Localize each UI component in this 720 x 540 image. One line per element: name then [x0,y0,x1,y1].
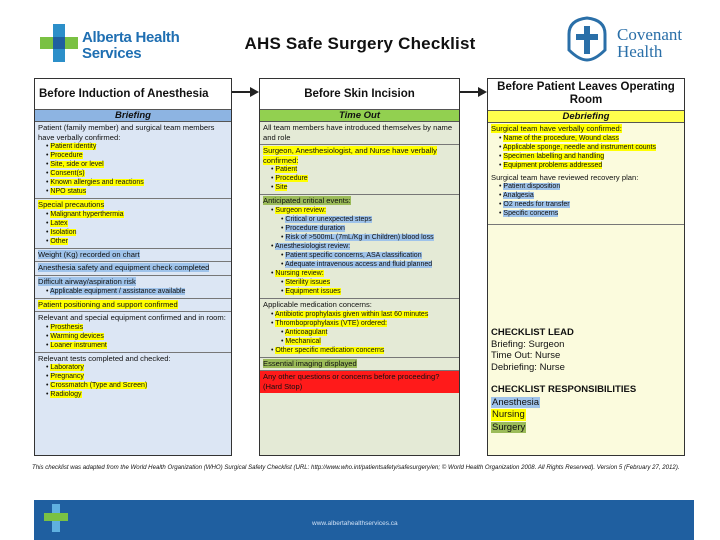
column-title: Before Induction of Anesthesia [35,79,231,110]
phase-band-debriefing: Debriefing [488,111,684,123]
section-imaging: Essential imaging displayed [260,358,459,372]
page-title: AHS Safe Surgery Checklist [244,34,476,53]
section-patient-confirmation: Patient (family member) and surgical team members have verbally confirmed: • Patient identity • Procedure • Site, side or level • Consent(s) • Known allergies and reactions • NPO status [35,122,231,199]
section-positioning: Patient positioning and support confirmed [35,299,231,313]
arrow-right-icon [232,86,259,98]
column-title: Before Patient Leaves Operating Room [488,79,684,111]
section-critical-events: Anticipated critical events: • Surgeon review: • Critical or unexpected steps • Procedure duration • Risk of >500mL (7mL/Kg in Children) blood loss • Anesthesiologist review: • Patient specific concerns, ASA classification • Adequate intravenous access and fluid planned • Nursing review: • Sterility issues • Equipment issues [260,195,459,299]
phase-band-briefing: Briefing [35,110,231,122]
lead-briefing: Briefing: Surgeon [491,338,565,350]
section-introductions: All team members have introduced themselves by name and role [260,122,459,145]
section-weight: Weight (Kg) recorded on chart [35,249,231,263]
column-title: Before Skin Incision [260,79,459,110]
ahs-wordmark: Alberta Health Services [82,29,180,62]
legend-nursing: Nursing [492,409,525,420]
lead-time-out: Time Out: Nurse [491,350,561,361]
checklist-lead-block [491,327,681,433]
legend-anesthesia: Anesthesia [492,396,540,408]
column-before-induction [34,78,232,456]
section-verbal-confirmation: Surgeon, Anesthesiologist, and Nurse have verbally confirmed: • Patient • Procedure • Site [260,145,459,195]
covenant-wordmark: Covenant Health [617,25,683,61]
section-difficult-airway: Difficult airway/aspiration risk • Applicable equipment / assistance available [35,276,231,299]
section-anesthesia-check: Anesthesia safety and equipment check completed [35,262,231,276]
column-before-skin-incision [259,78,460,456]
responsibilities-heading: CHECKLIST RESPONSIBILITIES [491,384,637,395]
section-equipment: Relevant and special equipment confirmed and in room: • Prosthesis • Warming devices • Loaner instrument [35,312,231,353]
section-team-confirmation: Surgical team have verbally confirmed: • Name of the procedure, Wound class • Applicable sponge, needle and instrument counts • Specimen labelling and handling • Equipment problems addressed [491,124,656,169]
section-medication-concerns: Applicable medication concerns: • Antibiotic prophylaxis given within last 60 minutes • Thromboprophylaxis (VTE) ordered: • Anticoagulant • Mechanical • Other specific medication concerns [260,299,459,358]
checklist-lead-heading: CHECKLIST LEAD [491,327,574,338]
arrow-right-icon [460,86,487,98]
phase-band-time-out: Time Out [260,110,459,122]
lead-debriefing: Debriefing: Nurse [491,361,565,373]
attribution-footnote: This checklist was adapted from the World Health Organization (WHO) Surgical Safety Checklist (URL: http://www.who.int/patientsafety/safesurgery/en; © World Health Organization 2008. All Rights Reserved). Version 5 (February 27, 2012). [32,464,680,471]
section-recovery-plan: Surgical team have reviewed recovery plan: • Patient disposition • Analgesia • O2 needs for transfer • Specific concerns [488,172,684,226]
legend-surgery: Surgery [492,421,526,433]
section-tests: Relevant tests completed and checked: • Laboratory • Pregnancy • Crossmatch (Type and Screen) • Radiology [38,353,171,399]
section-special-precautions: Special precautions • Malignant hyperthermia • Latex • Isolation • Other [35,199,231,249]
ahs-footer-logo-icon [44,504,68,532]
footer-url: www.albertahealthservices.ca [312,520,398,527]
section-hard-stop: Any other questions or concerns before proceeding? (Hard Stop) [260,371,459,393]
